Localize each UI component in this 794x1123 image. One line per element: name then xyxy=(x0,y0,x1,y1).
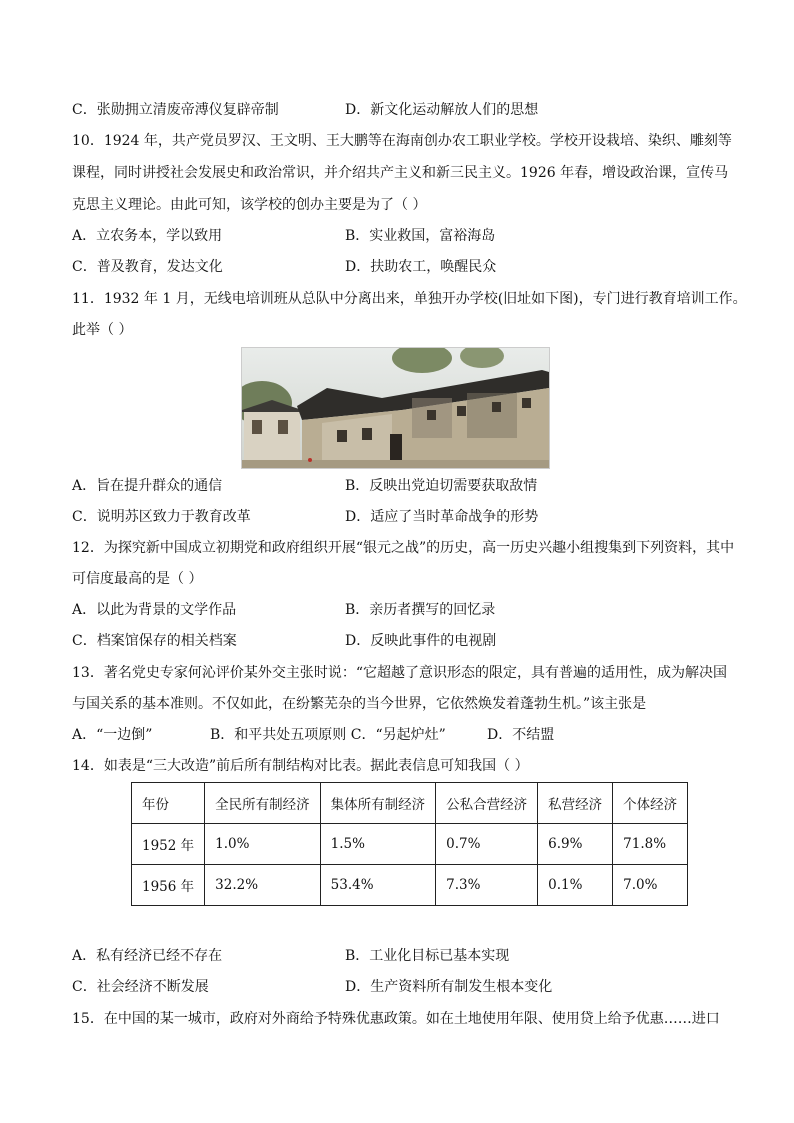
table-cell: 0.1% xyxy=(538,865,613,906)
q13-option-a: A．“一边倒” xyxy=(72,727,153,743)
table-cell: 1952 年 xyxy=(132,824,205,865)
q9-option-c: C．张勋拥立清废帝溥仪复辟帝制 xyxy=(72,102,279,118)
table-row xyxy=(132,824,688,865)
q14-option-d: D．生产资料所有制发生根本变化 xyxy=(345,979,553,995)
q11-option-c: C．说明苏区致力于教育改革 xyxy=(72,509,251,525)
q12-option-d: D．反映此事件的电视剧 xyxy=(345,633,497,649)
q11-option-b: B．反映出党迫切需要获取敌情 xyxy=(345,478,538,494)
q14-option-a: A．私有经济已经不存在 xyxy=(72,948,223,964)
q10-stem-line2: 课程，同时讲授社会发展史和政治常识，并介绍共产主义和新三民主义。1926 年春，增设政治课，宣传马 xyxy=(72,165,729,181)
q10-option-a: A．立农务本，学以致用 xyxy=(72,228,223,244)
table-cell: 1.0% xyxy=(205,824,321,865)
q14-option-c: C．社会经济不断发展 xyxy=(72,979,209,995)
table-header-cell: 公私合营经济 xyxy=(436,783,538,824)
table-header-cell: 集体所有制经济 xyxy=(320,783,436,824)
q13-option-b-c: B．和平共处五项原则 C．“另起炉灶” xyxy=(210,727,446,743)
table-header-cell: 全民所有制经济 xyxy=(205,783,321,824)
q12-stem-line2: 可信度最高的是（ ） xyxy=(72,571,203,587)
table-cell: 71.8% xyxy=(613,824,688,865)
q10-option-c: C．普及教育，发达文化 xyxy=(72,259,223,275)
school-site-photo xyxy=(241,347,550,469)
q10-stem-line1: 10．1924 年，共产党员罗汉、王文明、王大鹏等在海南创办农工职业学校。学校开设栽培、染织、雕刻等 xyxy=(72,133,732,149)
table-cell: 53.4% xyxy=(320,865,436,906)
q15-stem-line1: 15．在中国的某一城市，政府对外商给予特殊优惠政策。如在土地使用年限、使用贷上给予优惠……进口 xyxy=(72,1011,720,1027)
table-header-cell: 年份 xyxy=(132,783,205,824)
ownership-structure-table xyxy=(131,782,688,906)
table-cell: 32.2% xyxy=(205,865,321,906)
table-header-cell: 个体经济 xyxy=(613,783,688,824)
table-header-cell: 私营经济 xyxy=(538,783,613,824)
q10-stem-line3: 克思主义理论。由此可知，该学校的创办主要是为了（ ） xyxy=(72,197,427,213)
q10-option-b: B．实业救国，富裕海岛 xyxy=(345,228,496,244)
q12-option-b: B．亲历者撰写的回忆录 xyxy=(345,602,496,618)
q13-stem-line1: 13．著名党史专家何沁评价某外交主张时说：“它超越了意识形态的限定，具有普遍的适用性，成为解决国 xyxy=(72,665,727,681)
table-row xyxy=(132,865,688,906)
q11-stem-line1: 11．1932 年 1 月，无线电培训班从总队中分离出来，单独开办学校(旧址如下图)，专门进行教育培训工作。 xyxy=(72,291,747,307)
q12-option-c: C．档案馆保存的相关档案 xyxy=(72,633,237,649)
q11-option-a: A．旨在提升群众的通信 xyxy=(72,478,223,494)
table-cell: 1956 年 xyxy=(132,865,205,906)
table-header-row xyxy=(132,783,688,824)
q12-option-a: A．以此为背景的文学作品 xyxy=(72,602,237,618)
table-cell: 7.0% xyxy=(613,865,688,906)
table-cell: 7.3% xyxy=(436,865,538,906)
q13-option-d: D．不结盟 xyxy=(487,727,555,743)
q13-stem-line2: 与国关系的基本准则。不仅如此，在纷繁芜杂的当今世界，它依然焕发着蓬勃生机。”该主张是 xyxy=(72,696,647,712)
table-cell: 6.9% xyxy=(538,824,613,865)
q10-option-d: D．扶助农工，唤醒民众 xyxy=(345,259,497,275)
q14-option-b: B．工业化目标已基本实现 xyxy=(345,948,510,964)
table-cell: 0.7% xyxy=(436,824,538,865)
table-cell: 1.5% xyxy=(320,824,436,865)
q14-stem: 14．如表是“三大改造”前后所有制结构对比表。据此表信息可知我国（ ） xyxy=(72,758,529,774)
q12-stem-line1: 12．为探究新中国成立初期党和政府组织开展“银元之战”的历史，高一历史兴趣小组搜集到下列资料，其中 xyxy=(72,540,735,556)
q11-stem-line2: 此举（ ） xyxy=(72,322,133,338)
q11-option-d: D．适应了当时革命战争的形势 xyxy=(345,509,539,525)
q9-option-d: D．新文化运动解放人们的思想 xyxy=(345,102,539,118)
